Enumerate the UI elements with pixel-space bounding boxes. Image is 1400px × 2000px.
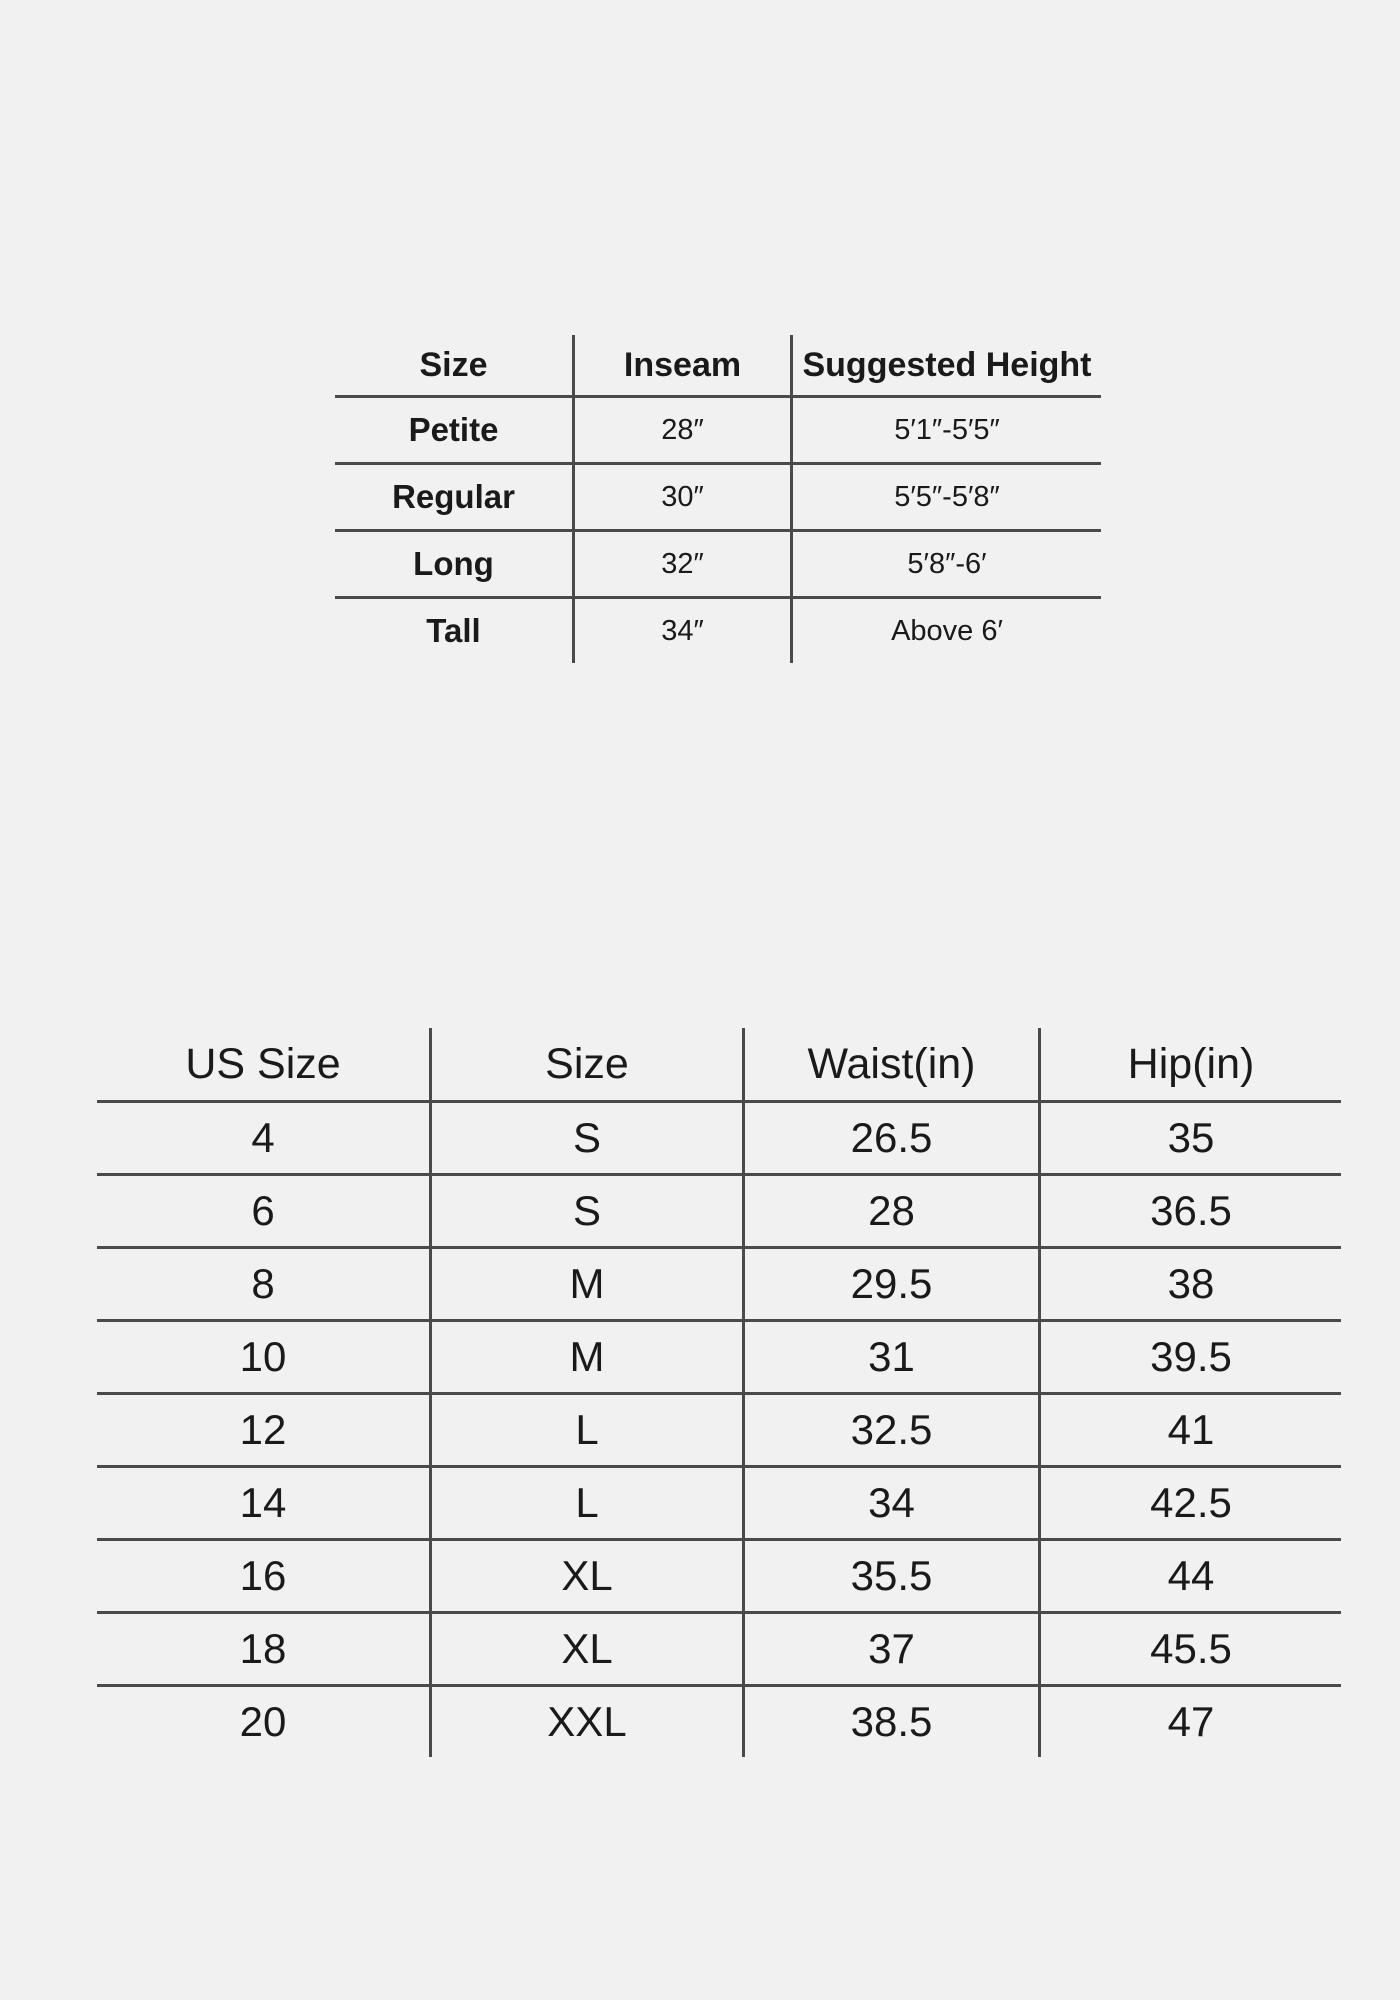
table-row — [97, 1175, 1341, 1248]
hip-cell: 35 — [1040, 1102, 1342, 1175]
inseam-cell: 34″ — [574, 598, 792, 664]
waist-cell: 34 — [744, 1467, 1040, 1540]
us-size-cell: 4 — [97, 1102, 431, 1175]
header-size: Size — [335, 335, 574, 397]
size-cell: Tall — [335, 598, 574, 664]
us-size-cell: 18 — [97, 1613, 431, 1686]
table-row — [97, 1394, 1341, 1467]
header-inseam: Inseam — [574, 335, 792, 397]
us-size-cell: 20 — [97, 1686, 431, 1758]
us-size-cell: 10 — [97, 1321, 431, 1394]
height-cell: 5′1″-5′5″ — [792, 397, 1102, 464]
size-cell: M — [431, 1321, 744, 1394]
height-cell: Above 6′ — [891, 614, 1003, 647]
header-size: Size — [431, 1028, 744, 1102]
header-us-size: US Size — [97, 1028, 431, 1102]
waist-cell: 26.5 — [744, 1102, 1040, 1175]
table-row — [97, 1613, 1341, 1686]
table-header-row — [335, 335, 1101, 397]
us-size-cell: 14 — [97, 1467, 431, 1540]
table-row — [335, 397, 1101, 464]
us-size-cell: 8 — [97, 1248, 431, 1321]
waist-cell: 37 — [744, 1613, 1040, 1686]
waist-cell: 38.5 — [744, 1686, 1040, 1758]
hip-cell: 39.5 — [1040, 1321, 1342, 1394]
size-cell: XXL — [431, 1686, 744, 1758]
size-cell: M — [431, 1248, 744, 1321]
inseam-cell: 28″ — [574, 397, 792, 464]
hip-cell: 47 — [1167, 1698, 1215, 1745]
size-cell: Regular — [335, 464, 574, 531]
table-row — [97, 1467, 1341, 1540]
hip-cell: 45.5 — [1040, 1613, 1342, 1686]
table-row — [335, 598, 1101, 664]
hip-cell: 44 — [1040, 1540, 1342, 1613]
inseam-cell: 32″ — [574, 531, 792, 598]
table-row — [97, 1540, 1341, 1613]
hip-cell: 36.5 — [1040, 1175, 1342, 1248]
size-cell: Petite — [335, 397, 574, 464]
size-cell: L — [431, 1467, 744, 1540]
size-cell: Long — [335, 531, 574, 598]
inseam-cell: 30″ — [574, 464, 792, 531]
size-cell: S — [431, 1175, 744, 1248]
us-size-cell: 12 — [97, 1394, 431, 1467]
waist-cell: 28 — [744, 1175, 1040, 1248]
height-cell: 5′5″-5′8″ — [792, 464, 1102, 531]
size-cell: L — [431, 1394, 744, 1467]
size-cell: XL — [431, 1540, 744, 1613]
table-row — [335, 464, 1101, 531]
table-header-row — [97, 1028, 1341, 1102]
waist-cell: 29.5 — [744, 1248, 1040, 1321]
table-row — [97, 1321, 1341, 1394]
header-suggested-height: Suggested Height — [792, 335, 1102, 397]
hip-cell: 38 — [1040, 1248, 1342, 1321]
size-cell: XL — [431, 1613, 744, 1686]
table-row — [97, 1686, 1341, 1758]
size-cell: S — [431, 1102, 744, 1175]
header-hip: Hip(in) — [1040, 1028, 1342, 1102]
inseam-size-table — [335, 335, 1101, 663]
us-size-cell: 6 — [97, 1175, 431, 1248]
hip-cell: 42.5 — [1040, 1467, 1342, 1540]
header-waist: Waist(in) — [744, 1028, 1040, 1102]
us-size-table — [97, 1028, 1341, 1757]
hip-cell: 41 — [1040, 1394, 1342, 1467]
table-row — [97, 1248, 1341, 1321]
waist-cell: 32.5 — [744, 1394, 1040, 1467]
table-row — [97, 1102, 1341, 1175]
waist-cell: 31 — [744, 1321, 1040, 1394]
waist-cell: 35.5 — [744, 1540, 1040, 1613]
height-cell: 5′8″-6′ — [792, 531, 1102, 598]
us-size-cell: 16 — [97, 1540, 431, 1613]
table-row — [335, 531, 1101, 598]
